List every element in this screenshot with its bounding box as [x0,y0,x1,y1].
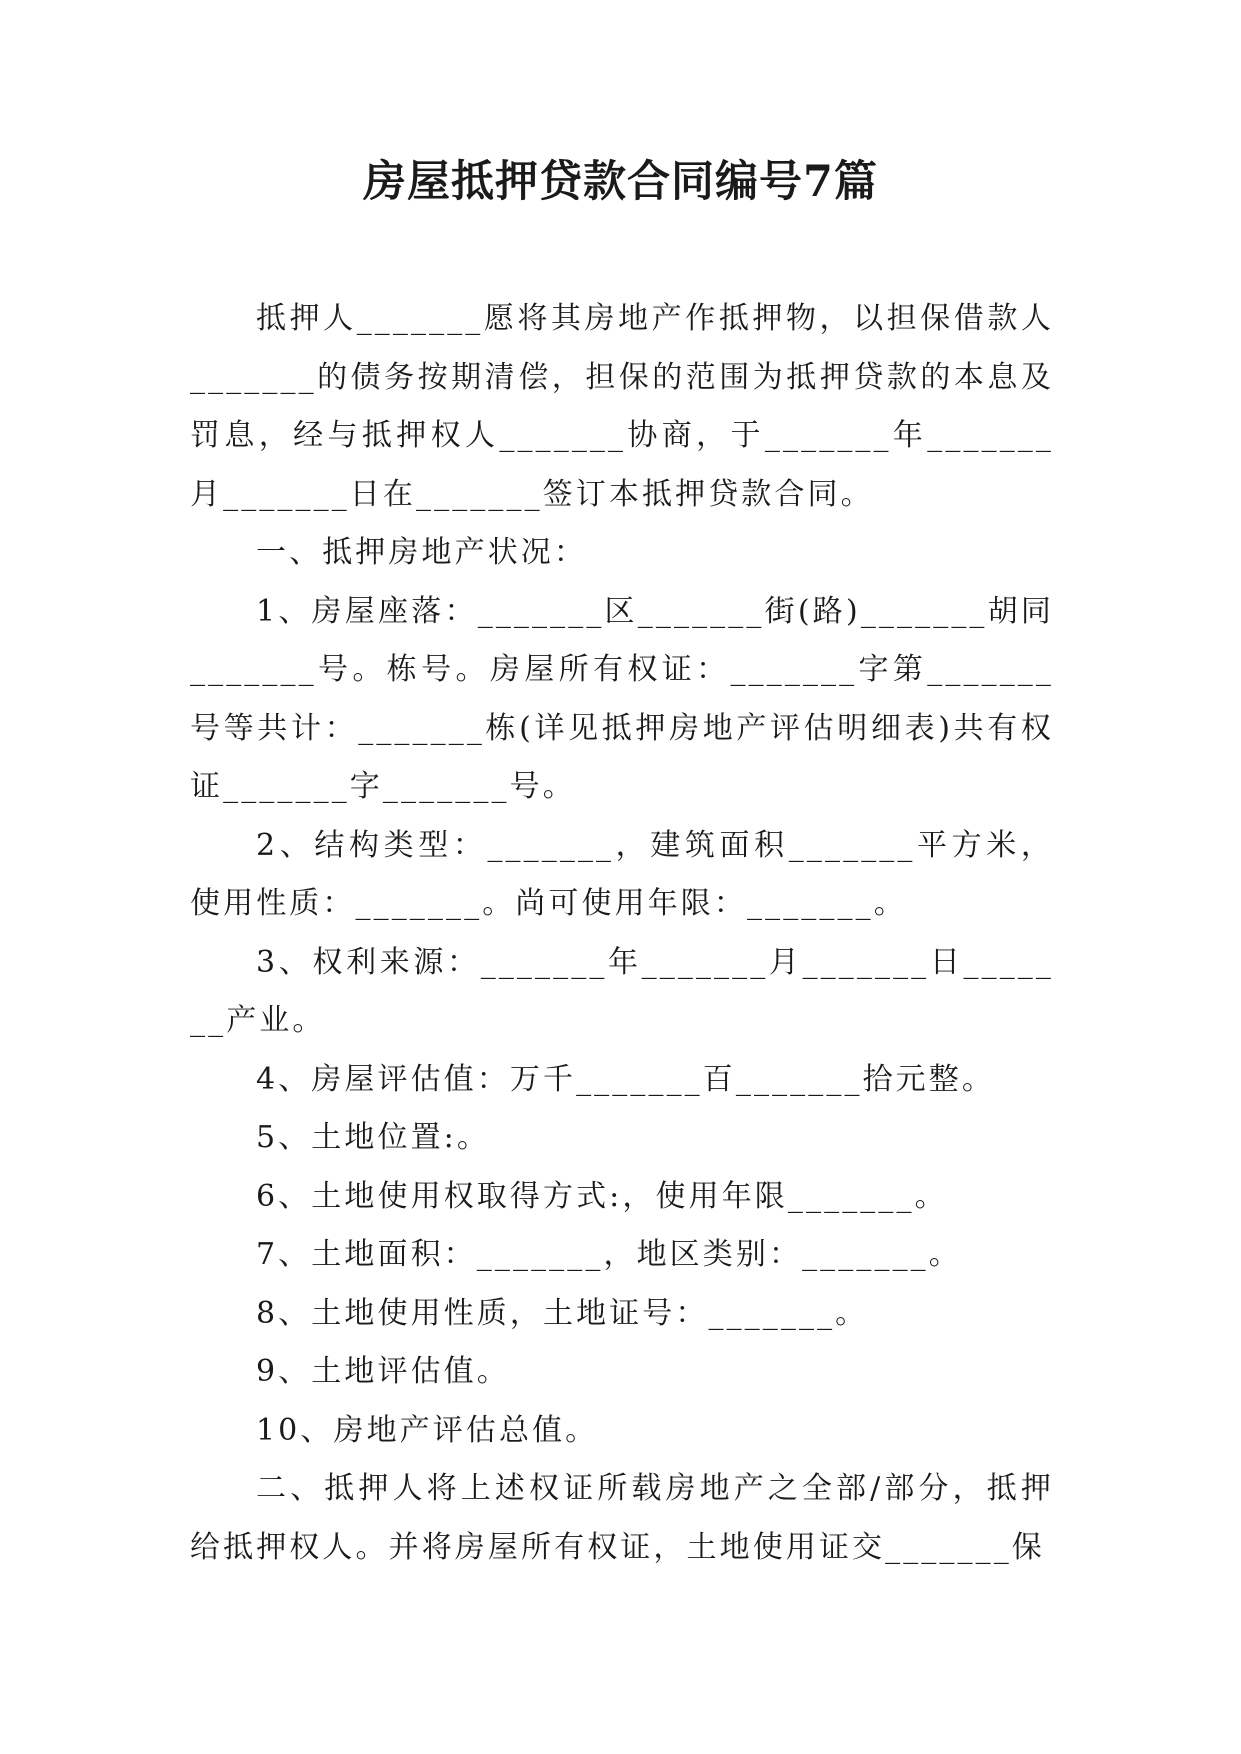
paragraph-item-1: 1、房屋座落：_______区_______街(路)_______胡同_______号。栋号。房屋所有权证：_______字第_______号等共计：_______栋(详见抵押房地产评估明细表)共有权证_______字_______号。 [190,593,1054,804]
paragraph-item-7: 7、土地面积：_______，地区类别：_______。 [256,1237,962,1272]
paragraph-item-6: 6、土地使用权取得方式:，使用年限_______。 [256,1178,948,1214]
paragraph-section-two: 二、抵押人将上述权证所载房地产之全部/部分，抵押给抵押权人。并将房屋所有权证，土地使用证交_______保 [190,1471,1054,1565]
paragraph-item-5: 5、土地位置:。 [256,1120,490,1155]
document-body [190,290,1054,1577]
paragraph-item-3: 3、权利来源：_______年_______月_______日_______产业。 [190,944,1054,1038]
paragraph-intro: 抵押人_______愿将其房地产作抵押物，以担保借款人_______的债务按期清偿，担保的范围为抵押贷款的本息及罚息，经与抵押权人_______协商，于_______年_______月_______日在_______签订本抵押贷款合同。 [190,301,1054,512]
paragraph-item-9: 9、土地评估值。 [256,1354,510,1389]
paragraph-item-8: 8、土地使用性质，土地证号：_______。 [256,1295,869,1331]
document-title: 房屋抵押贷款合同编号7篇 [363,157,878,207]
paragraph-item-2: 2、结构类型：_______，建筑面积_______平方米，使用性质：_______。尚可使用年限：_______。 [190,827,1054,921]
section-heading-property: 一、抵押房地产状况： [256,535,587,570]
paragraph-item-4: 4、房屋评估值：万千_______百_______拾元整。 [256,1061,995,1097]
paragraph-item-10: 10、房地产评估总值。 [256,1412,599,1448]
